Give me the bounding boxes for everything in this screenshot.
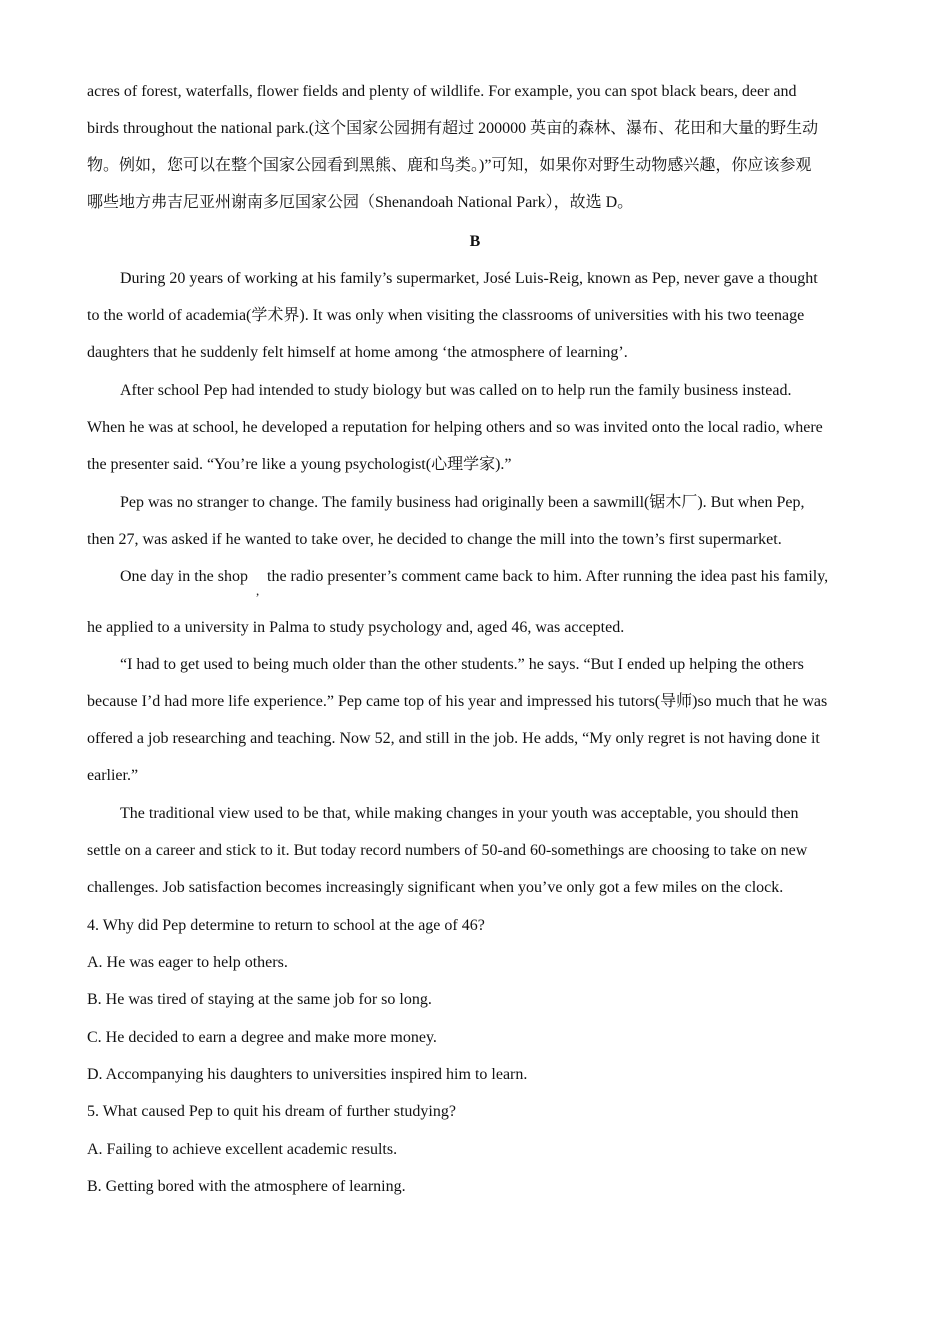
question-option: B. He was tired of staying at the same job for so long. [87, 991, 432, 1008]
passage-line: “I had to get used to being much older than the other students.” he says. “But I ended up helping the others [120, 656, 804, 673]
passage-line: the radio presenter’s comment came back to him. After running the idea past his family, [267, 568, 829, 585]
question-option: C. He decided to earn a degree and make more money. [87, 1029, 437, 1046]
passage-line: offered a job researching and teaching. Now 52, and still in the job. He adds, “My only regret is not having done it [87, 730, 820, 747]
passage-line: One day in the shop [120, 568, 248, 585]
passage-line: because I’d had more life experience.” Pep came top of his year and impressed his tutors(导师)so much that he was [87, 693, 828, 710]
passage-line: The traditional view used to be that, while making changes in your youth was acceptable, you should then [120, 805, 799, 822]
passage-line: daughters that he suddenly felt himself at home among ‘the atmosphere of learning’. [87, 344, 628, 361]
passage-line: After school Pep had intended to study biology but was called on to help run the family business instead. [120, 382, 792, 399]
answer-text-line: 哪些地方弗吉尼亚州谢南多厄国家公园（Shenandoah National Park），故选 D。 [87, 194, 634, 211]
passage-line: he applied to a university in Palma to study psychology and, aged 46, was accepted. [87, 619, 625, 636]
passage-line: to the world of academia(学术界). It was only when visiting the classrooms of universities with his two teenage [87, 307, 805, 324]
answer-text-line: birds throughout the national park.(这个国家公园拥有超过 200000 英亩的森林、瀑布、花田和大量的野生动 [87, 120, 819, 137]
section-heading: B [469, 233, 481, 250]
answer-text-line: acres of forest, waterfalls, flower fields and plenty of wildlife. For example, you can spot black bears, deer and [87, 83, 797, 100]
passage-line: then 27, was asked if he wanted to take over, he decided to change the mill into the town’s first supermarket. [87, 531, 782, 548]
answer-text-line: 物。例如，您可以在整个国家公园看到黑熊、鹿和鸟类。)”可知，如果你对野生动物感兴趣，你应该参观 [87, 157, 812, 174]
question-stem: 5. What caused Pep to quit his dream of further studying? [87, 1103, 456, 1120]
passage-line: Pep was no stranger to change. The family business had originally been a sawmill(锯木厂). But when Pep, [120, 494, 805, 511]
passage-line: the presenter said. “You’re like a young psychologist(心理学家).” [87, 456, 512, 473]
passage-line: challenges. Job satisfaction becomes increasingly significant when you’ve only got a few miles on the clock. [87, 879, 784, 896]
question-stem: 4. Why did Pep determine to return to school at the age of 46? [87, 917, 485, 934]
passage-line: When he was at school, he developed a reputation for helping others and so was invited onto the local radio, where [87, 419, 823, 436]
passage-line: settle on a career and stick to it. But today record numbers of 50-and 60-somethings are choosing to take on new [87, 842, 808, 859]
passage-line: earlier.” [87, 767, 139, 784]
passage-line: During 20 years of working at his family’s supermarket, José Luis-Reig, known as Pep, never gave a thought [120, 270, 818, 287]
question-option: B. Getting bored with the atmosphere of learning. [87, 1178, 406, 1195]
stray-comma: , [256, 583, 260, 598]
question-option: D. Accompanying his daughters to universities inspired him to learn. [87, 1066, 528, 1083]
question-option: A. Failing to achieve excellent academic results. [87, 1141, 398, 1158]
question-option: A. He was eager to help others. [87, 954, 288, 971]
